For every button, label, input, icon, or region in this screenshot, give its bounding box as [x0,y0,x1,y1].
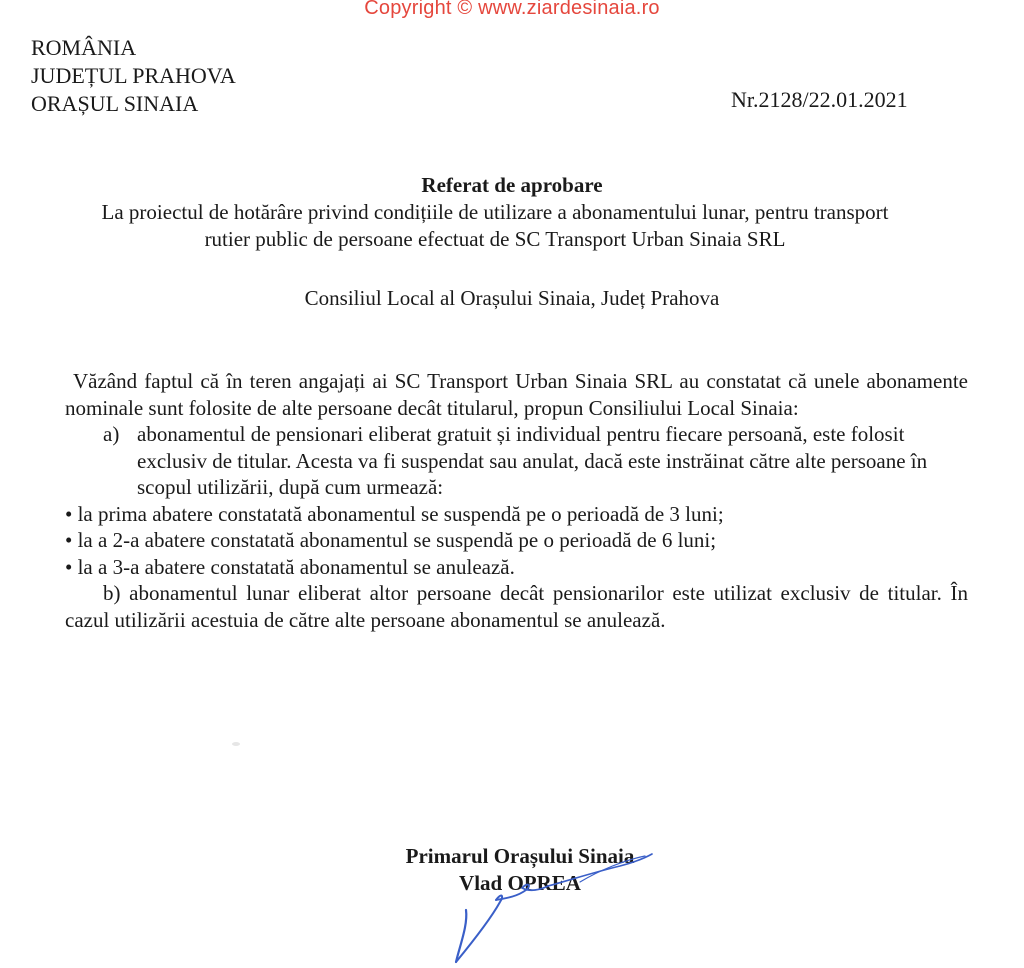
penalty-list [65,501,968,581]
intro-text: Văzând faptul că în teren angajați ai SC Transport Urban Sinaia SRL au constatat că unele abonamente nominale sunt folosite de alte persoane decât titularul, propun Consiliului Local Sinaia: [65,369,968,420]
item-a-marker: a) [103,422,120,446]
penalty-item-1: • la prima abatere constatată abonamentul se suspendă pe o perioadă de 3 luni; [65,501,724,526]
institution-header [31,34,236,118]
item-b: b) abonamentul lunar eliberat altor persoane decât pensionarilor este utilizat exclusiv de titular. În cazul utilizării acestuia de către alte persoane abonamentul se anulează. [65,581,968,632]
document-body [65,368,968,633]
item-a-text: abonamentul de pensionari eliberat gratuit și individual pentru fiecare persoană, este folosit exclusiv de titular. Acesta va fi suspendat sau anulat, dacă este instrăinat către alte persoane în scopul utilizării, după cum urmează: [137,422,928,499]
copyright-watermark: Copyright © www.ziardesinaia.ro [364,0,660,19]
document-title: Referat de aprobare [421,173,603,197]
signatory-role: Primarul Orașului Sinaia [405,844,635,868]
document-subtitle: La proiectul de hotărâre privind condițiile de utilizare a abonamentului lunar, pentru transport rutier public de persoane efectuat de SC Transport Urban Sinaia SRL [101,200,889,251]
penalty-item-2: • la a 2-a abatere constatată abonamentul se suspendă pe o perioadă de 6 luni; [65,528,717,552]
item-a [65,421,968,501]
header-country: ROMÂNIA [31,35,137,60]
handwritten-signature [430,840,670,965]
scan-smudge [232,742,240,746]
signatory-name: Vlad OPREA [459,871,581,895]
header-county: JUDEȚUL PRAHOVA [31,63,236,88]
intro-paragraph [65,368,968,421]
header-city: ORAȘUL SINAIA [31,91,199,116]
penalty-item-3: • la a 3-a abatere constatată abonamentul se anulează. [65,554,515,579]
document-number: Nr.2128/22.01.2021 [731,87,908,112]
title-block [0,172,1024,253]
addressee: Consiliul Local al Orașului Sinaia, Județ Prahova [304,286,720,310]
